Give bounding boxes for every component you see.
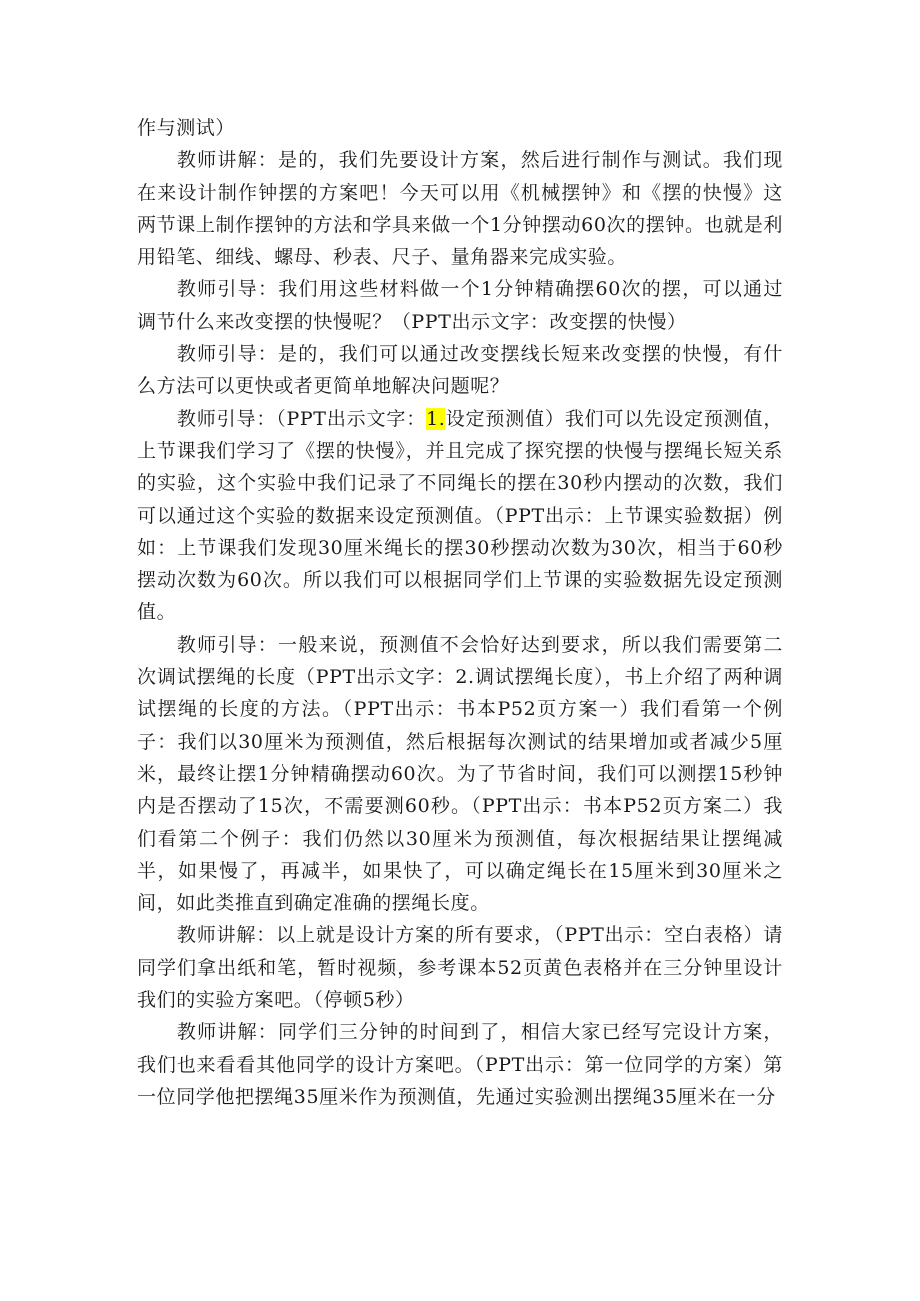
paragraph-teacher-guide-4: 教师引导：一般来说，预测值不会恰好达到要求，所以我们需要第二次调试摆绳的长度（PPT出示文字：2.调试摆绳长度），书上介绍了两种调试摆绳的长度的方法。（PPT出示：书本P52页方案一）我们看第一个例子：我们以30厘米为预测值，然后根据每次测试的结果增加或者减少5厘米，最终让摆1分钟精确摆动60次。为了节省时间，我们可以测摆15秒钟内是否摆动了15次，不需要测60秒。（PPT出示：书本P52页方案二）我们看第二个例子：我们仍然以30厘米为预测值，每次根据结果让摆绳减半，如果慢了，再减半，如果快了，可以确定绳长在15厘米到30厘米之间，如此类推直到确定准确的摆绳长度。 — [137, 633, 783, 915]
paragraph-teacher-explanation-2: 教师讲解：以上就是设计方案的所有要求，（PPT出示：空白表格）请同学们拿出纸和笔，暂时视频，参考课本52页黄色表格并在三分钟里设计我们的实验方案吧。（停顿5秒） — [137, 924, 783, 1012]
paragraph-teacher-explanation-3: 教师讲解：同学们三分钟的时间到了，相信大家已经写完设计方案，我们也来看看其他同学的设计方案吧。（PPT出示：第一位同学的方案）第一位同学他把摆绳35厘米作为预测值，先通过实验测出摆绳35厘米在一分 — [137, 1021, 783, 1108]
paragraph-text-after-highlight: 设定预测值）我们可以先设定预测值，上节课我们学习了《摆的快慢》，并且完成了探究摆的快慢与摆绳长短关系的实验，这个实验中我们记录了不同绳长的摆在30秒内摆动的次数，我们可以通过这个实验的数据来设定预测值。（PPT出示：上节课实验数据）例如：上节课我们发现30厘米绳长的摆30秒摆动次数为30次，相当于60秒摆动次数为60次。所以我们可以根据同学们上节课的实验数据先设定预测值。 — [137, 407, 783, 624]
highlighted-text: 1. — [426, 407, 446, 430]
paragraph-teacher-guide-2: 教师引导：是的，我们可以通过改变摆线长短来改变摆的快慢，有什么方法可以更快或者更简单地解决问题呢？ — [137, 343, 783, 398]
paragraph-teacher-guide-1: 教师引导：我们用这些材料做一个1分钟精确摆60次的摆，可以通过调节什么来改变摆的快慢呢？（PPT出示文字：改变摆的快慢） — [137, 278, 783, 333]
paragraph-text-before-highlight: 教师引导：（PPT出示文字： — [176, 407, 427, 430]
document-body — [137, 112, 783, 1113]
paragraph-teacher-explanation-1: 教师讲解：是的，我们先要设计方案，然后进行制作与测试。我们现在来设计制作钟摆的方案吧！今天可以用《机械摆钟》和《摆的快慢》这两节课上制作摆钟的方法和学具来做一个1分钟摆动60次的摆钟。也就是利用铅笔、细线、螺母、秒表、尺子、量角器来完成实验。 — [137, 149, 783, 269]
paragraph-teacher-guide-3 — [137, 403, 783, 629]
paragraph-continuation: 作与测试） — [137, 117, 236, 139]
